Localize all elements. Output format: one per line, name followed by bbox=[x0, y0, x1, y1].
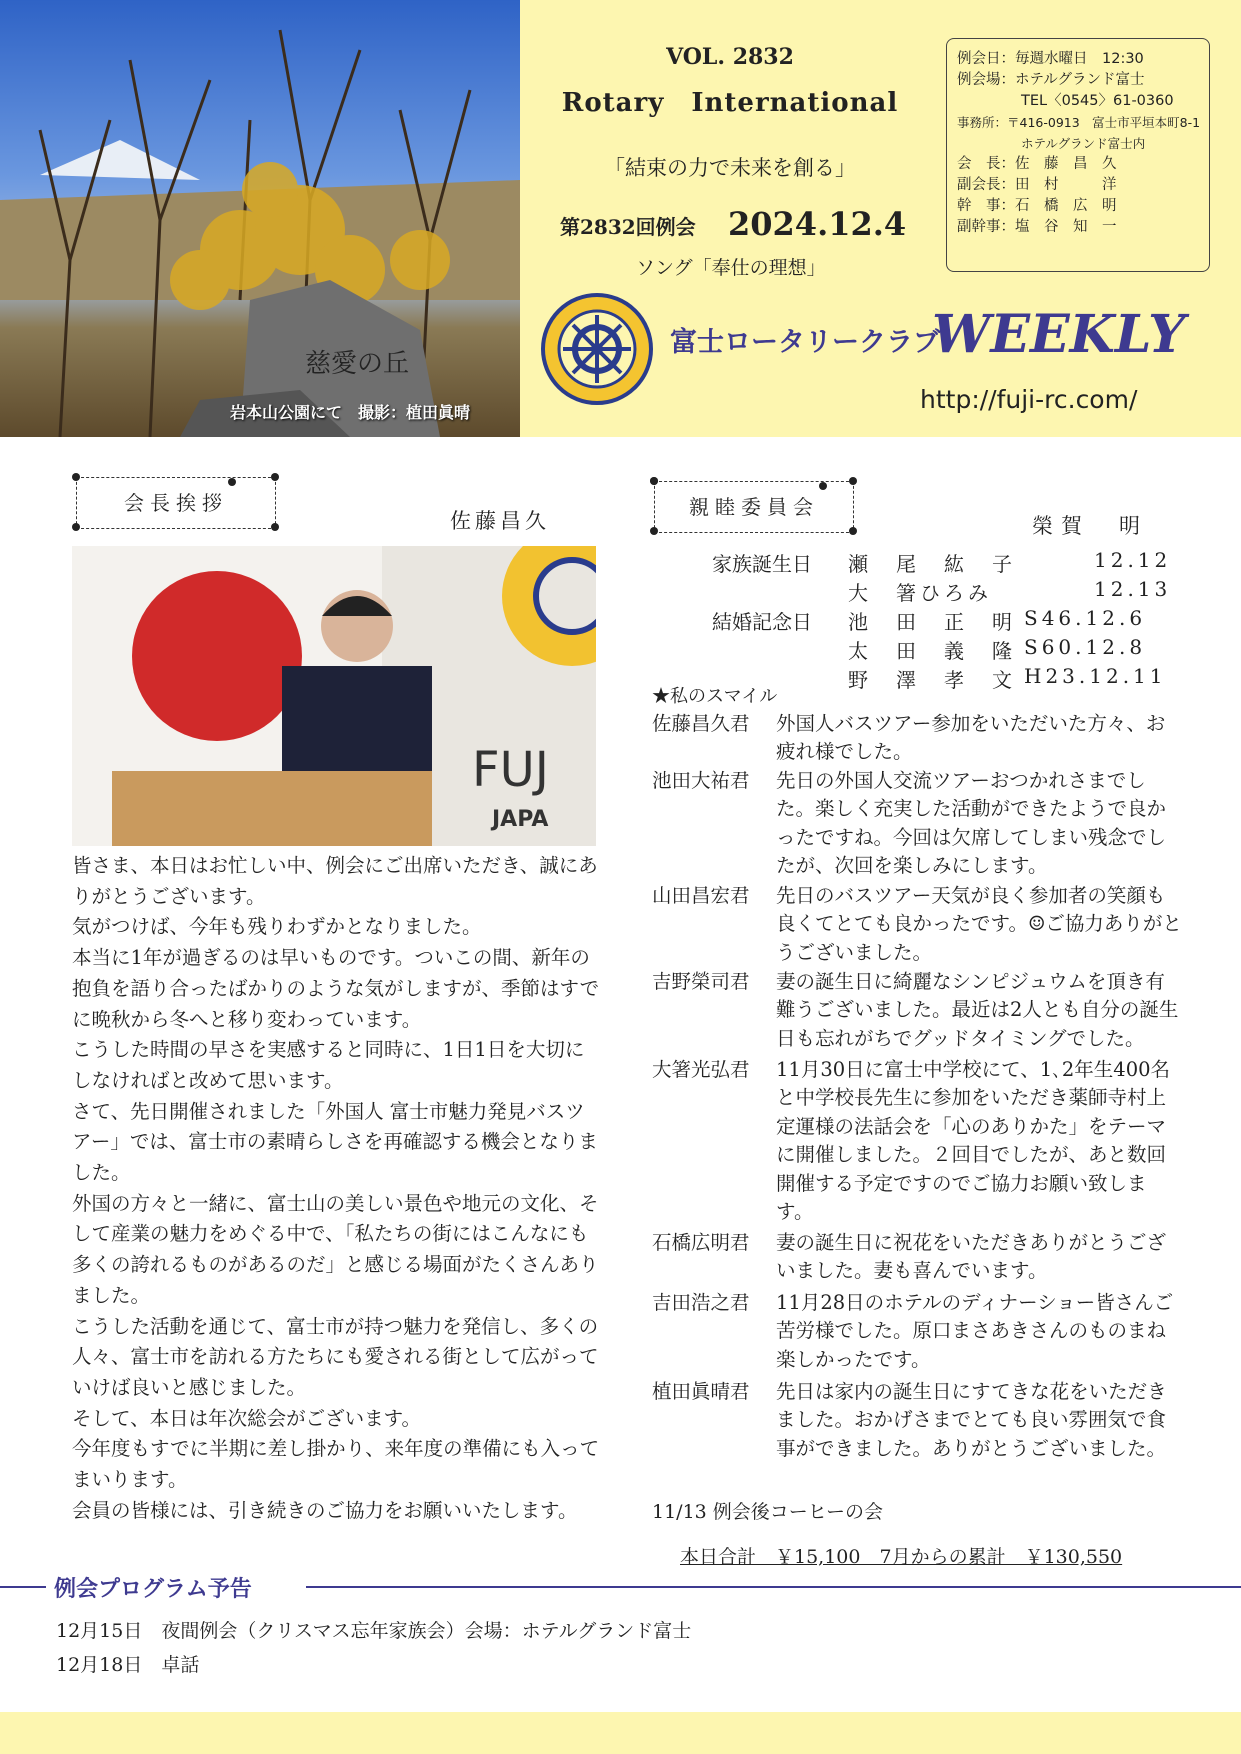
info-office: 事務所：〒416-0913 富士市平垣本町8-1 bbox=[957, 115, 1201, 130]
greeting-paragraph: 外国の方々と一緒に、富士山の美しい景色や地元の文化、そして産業の魅力をめぐる中で、「私たちの街にはこんなにも多くの誇れるものがあるのだ」と感じる場面がたくさんありました。 bbox=[72, 1191, 599, 1307]
greeting-paragraph: そして、本日は年次総会がございます。 bbox=[72, 1406, 422, 1430]
info-office-2: ホテルグランド富士内 bbox=[1021, 136, 1146, 151]
label-corner-dot bbox=[650, 477, 658, 485]
greeting-paragraph: さて、先日開催されました「外国人 富士市魅力発見バスツアー」では、富士市の素晴らしさを再確認する機会となりました。 bbox=[72, 1099, 598, 1185]
label-corner-dot bbox=[650, 527, 658, 535]
smile-entry bbox=[652, 1289, 1182, 1374]
label-corner-dot bbox=[72, 523, 80, 531]
family-birthday-date: 12.13 bbox=[1094, 577, 1172, 601]
wedding-date: S60.12.8 bbox=[1024, 635, 1147, 659]
header-photo bbox=[0, 0, 520, 437]
song-title: ソング「奉仕の理想」 bbox=[636, 257, 826, 279]
smile-message: 先日は家内の誕生日にすてきな花をいただきました。おかげさまでとても良い雰囲気で食事ができました。ありがとうございました。 bbox=[776, 1380, 1167, 1460]
rotary-emblem-icon bbox=[541, 293, 653, 405]
smile-member-name: 大箸光弘君 bbox=[652, 1058, 750, 1081]
smile-entry bbox=[652, 1056, 1182, 1226]
wedding-date: H23.12.11 bbox=[1024, 664, 1167, 688]
program-divider-right bbox=[306, 1586, 1241, 1588]
smile-total: 本日合計 ￥15,100 7月からの累計 ￥130,550 bbox=[680, 1546, 1123, 1568]
stone-inscription: 慈愛の丘 bbox=[305, 349, 410, 379]
label-corner-dot bbox=[849, 527, 857, 535]
greeting-paragraph: こうした時間の早さを実感すると同時に、1日1日を大切にしなければと改めて思います。 bbox=[72, 1038, 585, 1092]
smile-entry bbox=[652, 767, 1182, 881]
smile-member-name: 山田昌宏君 bbox=[652, 884, 750, 907]
president-author: 佐藤昌久 bbox=[450, 509, 550, 533]
family-birthday-date: 12.12 bbox=[1094, 548, 1172, 572]
info-president: 会 長：佐 藤 昌 久 bbox=[957, 156, 1117, 172]
president-greeting-text bbox=[72, 851, 602, 1526]
wedding-date: S46.12.6 bbox=[1024, 606, 1147, 630]
smile-message: 先日のバスツアー天気が良く参加者の笑顔も良くてとても良かったです。☺ご協力ありがとうございました。 bbox=[776, 884, 1182, 964]
smile-message: 外国人バスツアー参加をいただいた方々、お疲れ様でした。 bbox=[776, 712, 1166, 764]
greeting-paragraph: 今年度もすでに半期に差し掛かり、来年度の準備にも入ってまいります。 bbox=[72, 1437, 600, 1492]
info-vice-secretary: 副幹事：塩 谷 知 一 bbox=[957, 219, 1117, 235]
smile-member-name: 石橋広明君 bbox=[652, 1231, 750, 1254]
greeting-paragraph: 会員の皆様には、引き続きのご協力をお願いいたします。 bbox=[72, 1498, 578, 1522]
info-place: 例会場：ホテルグランド富士 bbox=[957, 72, 1145, 88]
smile-member-name: 植田眞晴君 bbox=[652, 1380, 750, 1403]
banner-text-2: JAPA bbox=[492, 807, 549, 832]
year-theme: 「結束の力で未来を創る」 bbox=[604, 156, 856, 180]
program-title: 例会プログラム予告 bbox=[54, 1577, 252, 1602]
smile-heading: ★私のスマイル bbox=[652, 686, 778, 707]
club-info-box bbox=[946, 38, 1210, 272]
weekly-title: WEEKLY bbox=[932, 304, 1186, 365]
smile-entry bbox=[652, 968, 1182, 1053]
smile-member-name: 佐藤昌久君 bbox=[652, 712, 750, 735]
info-secretary: 幹 事：石 橋 広 明 bbox=[957, 198, 1117, 214]
info-vice-president: 副会長：田 村 洋 bbox=[957, 177, 1117, 193]
mt-fuji-landscape-illustration bbox=[0, 0, 520, 437]
info-tel: TEL〈0545〉61-0360 bbox=[1021, 93, 1174, 109]
program-item: 12月18日 卓話 bbox=[56, 1654, 200, 1676]
family-birthday-label: 家族誕生日 bbox=[712, 552, 812, 576]
wedding-name: 太 田 義 隆 bbox=[848, 639, 1016, 663]
smile-entry bbox=[652, 1378, 1182, 1463]
smile-member-name: 吉野榮司君 bbox=[652, 970, 750, 993]
fellowship-author: 榮賀 明 bbox=[1032, 514, 1148, 538]
photo-caption: 岩本山公園にて 撮影：植田眞晴 bbox=[230, 403, 471, 422]
smile-message: 妻の誕生日に祝花をいただきありがとうございました。妻も喜んでいます。 bbox=[776, 1231, 1167, 1283]
greeting-paragraph: 皆さま、本日はお忙しい中、例会にご出席いただき、誠にありがとうございます。 bbox=[72, 854, 598, 908]
greeting-paragraph: 本当に1年が過ぎるのは早いものです。ついこの間、新年の抱負を語り合ったばかりのような気がしますが、季節はすでに晩秋から冬へと移り変わっています。 bbox=[72, 946, 600, 1031]
family-birthday-name: 瀬 尾 紘 子 bbox=[848, 552, 1016, 576]
president-greeting-label: 会長挨拶 bbox=[76, 477, 276, 529]
club-name: 富士ロータリークラブ bbox=[670, 327, 940, 358]
smile-message: 先日の外国人交流ツアーおつかれさまでした。楽しく充実した活動ができたようで良かったですね。今回は欠席してしまい残念でしたが、次回を楽しみにします。 bbox=[776, 769, 1167, 878]
program-item: 12月15日 夜間例会（クリスマス忘年家族会）会場：ホテルグランド富士 bbox=[56, 1620, 692, 1642]
smile-message: 11月30日に富士中学校にて、1､2年生400名と中学校長先生に参加をいただき薬師寺村上定運様の法話会を「心のありかた」をテーマに開催しました。２回目でしたが、あと数回開催する予定ですのでご協力お願い致します。 bbox=[776, 1058, 1171, 1224]
meeting-number: 第2832回例会 bbox=[560, 215, 696, 239]
smile-message: 11月28日のホテルのディナーショー皆さんご苦労様でした。原口まさあきさんのものまね楽しかったです。 bbox=[776, 1291, 1174, 1371]
meeting-date: 2024.12.4 bbox=[728, 205, 907, 243]
label-corner-dot bbox=[849, 477, 857, 485]
greeting-paragraph: こうした活動を通じて、富士市が持つ魅力を発信し、多くの人々、富士市を訪れる方たちにも愛される街として広がっていけば良いと感じました。 bbox=[72, 1314, 599, 1399]
wedding-name: 池 田 正 明 bbox=[848, 610, 1016, 634]
volume-number: VOL. 2832 bbox=[666, 44, 794, 70]
coffee-meeting-note: 11/13 例会後コーヒーの会 bbox=[652, 1501, 884, 1523]
smile-member-name: 池田大祐君 bbox=[652, 769, 750, 792]
program-divider-left bbox=[0, 1586, 46, 1588]
label-corner-dot bbox=[271, 473, 279, 481]
wedding-anniversary-label: 結婚記念日 bbox=[712, 610, 812, 634]
smile-entry bbox=[652, 1229, 1182, 1286]
smile-entry bbox=[652, 882, 1182, 967]
president-photo bbox=[72, 546, 596, 846]
smile-entry bbox=[652, 710, 1182, 767]
smile-message: 妻の誕生日に綺麗なシンピジュウムを頂き有難うございました。最近は2人とも自分の誕生日も忘れがちでグッドタイミングでした。 bbox=[776, 970, 1179, 1050]
fellowship-committee-label: 親睦委員会 bbox=[654, 481, 854, 533]
label-corner-dot bbox=[271, 523, 279, 531]
wedding-name: 野 澤 孝 文 bbox=[848, 668, 1016, 692]
family-birthday-name: 大 箸ひろみ bbox=[848, 581, 992, 605]
footer-bar bbox=[0, 1712, 1241, 1754]
banner-text: FUJ bbox=[472, 742, 549, 798]
smile-member-name: 吉田浩之君 bbox=[652, 1291, 750, 1314]
greeting-paragraph: 気がつけば、今年も残りわずかとなりました。 bbox=[72, 915, 482, 939]
club-url[interactable]: http://fuji-rc.com/ bbox=[920, 385, 1138, 414]
organization-name: Rotary International bbox=[561, 88, 899, 118]
info-day: 例会日：毎週水曜日 12:30 bbox=[957, 51, 1144, 67]
